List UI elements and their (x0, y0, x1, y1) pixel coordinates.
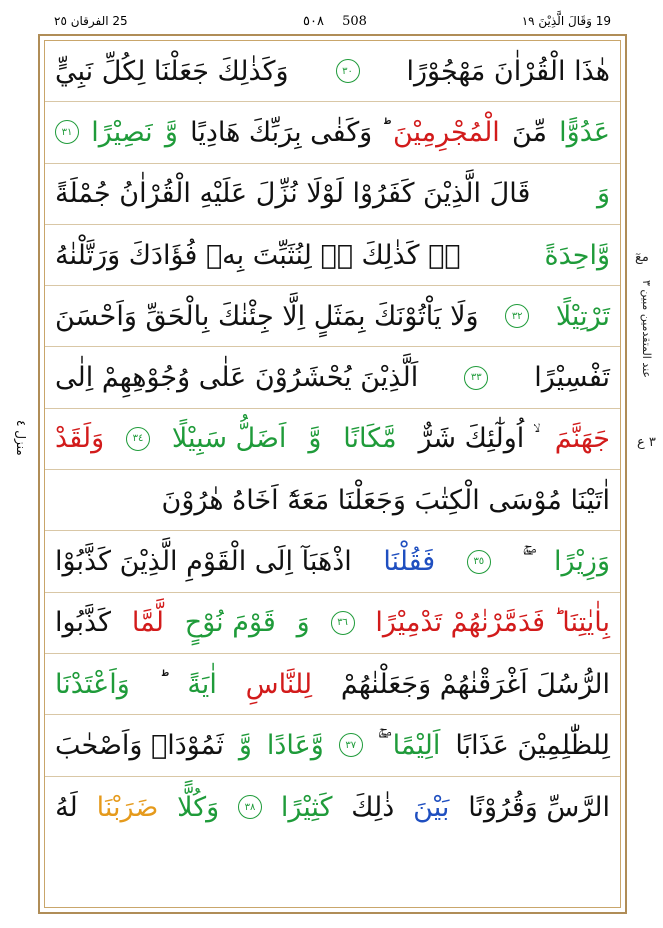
text-line (45, 654, 620, 715)
text-segment: تَفْسِيْرًا (534, 362, 610, 394)
juz-name: 19 وَقَالَ الَّذِيْنَ ١٩ (521, 14, 611, 28)
text-line (45, 777, 620, 838)
ayah-number-marker: ٣٣ (464, 366, 488, 390)
text-segment: وَاَعْتَدْنَا (55, 668, 130, 700)
text-line (45, 593, 620, 654)
text-segment: هٰذَا الْقُرْاٰنَ مَهْجُوْرًا (406, 55, 610, 87)
text-segment: بِاٰيٰتِنَا ؕ فَدَمَّرْنٰهُمْ تَدْمِيْرًا (375, 607, 610, 639)
text-segment: وَّعَادًا (266, 729, 324, 761)
text-segment: اذْهَبَآ اِلَى الْقَوْمِ الَّذِيْنَ كَذَّبُوْا (55, 546, 352, 578)
text-segment: لِلظّٰلِمِيْنَ عَذَابًا (455, 729, 610, 761)
ayah-number-marker: ٣١ (55, 120, 79, 144)
text-segment: اَلِيْمًا (392, 729, 441, 761)
left-margin-notes (8, 420, 34, 500)
page-number (275, 14, 395, 29)
text-segment: وَّ (164, 116, 178, 148)
text-segment: وَلَقَدْ (55, 423, 105, 455)
text-segment: مَّكَانًا (343, 423, 397, 455)
text-segment: مِّنَ (511, 116, 547, 148)
ayah-number-marker: ٣٠ (336, 59, 360, 83)
text-segment: ۚۛ كَذٰلِكَ ۚۛ لِنُثَبِّتَ بِهٖ فُؤَادَكَ وَرَتَّلْنٰهُ (55, 239, 461, 271)
ayah-number-marker: ٣٥ (467, 550, 491, 574)
surah-name: 25 الفرقان ٢٥ (54, 14, 128, 28)
text-segment: لَهُ (55, 791, 78, 823)
text-segment: كَذَّبُوا (55, 607, 112, 639)
text-segment: وَ (596, 178, 610, 210)
text-segment: جَهَنَّمَ (554, 423, 610, 455)
text-line (45, 470, 620, 531)
text-segment: اٰيَةً (187, 668, 217, 700)
text-segment: ضَرَبْنَا (96, 791, 159, 823)
text-segment: لَّمَّا (131, 607, 164, 639)
text-line (45, 409, 620, 470)
text-segment: اٰتَيْنَا مُوْسَى الْكِتٰبَ وَجَعَلْنَا مَعَهٗٓ اَخَاهُ هٰرُوْنَ (161, 484, 610, 516)
text-segment: ذٰلِكَ (351, 791, 395, 823)
text-segment: وَّ (308, 423, 322, 455)
ruku-marker: معٓ (635, 250, 649, 265)
manzil-marker: منزل ٤ (14, 420, 28, 456)
text-segment: وَكُلًّا (177, 791, 220, 823)
page-number-latin: 508 (342, 14, 367, 29)
margin-note: عند المتقدمین مبین ٣ (640, 280, 653, 378)
text-line (45, 225, 620, 286)
text-segment: الْمُجْرِمِيْنَ (392, 116, 500, 148)
ayah-number-marker: ٣٨ (238, 795, 262, 819)
text-segment: وَكَذٰلِكَ جَعَلْنَا لِكُلِّ نَبِيٍّ (55, 55, 289, 87)
text-segment: الرَّسِّ وَقُرُوْنًا (468, 791, 610, 823)
text-segment: تَرْتِيْلًا (555, 300, 610, 332)
ayah-number-marker: ٣٢ (505, 304, 529, 328)
text-line (45, 41, 620, 102)
text-segment: ثَمُوْدَا۠ وَاَصْحٰبَ (55, 729, 224, 761)
text-segment: فَقُلْنَا (383, 546, 436, 578)
text-segment: اَضَلُّ سَبِيْلًا (171, 423, 287, 455)
text-segment: الرُّسُلَ اَغْرَقْنٰهُمْ وَجَعَلْنٰهُمْ (340, 668, 610, 700)
text-segment: عَدُوًّا (559, 116, 610, 148)
ayah-number-marker: ٣٤ (126, 427, 150, 451)
text-segment: نَصِيْرًا (91, 116, 153, 148)
text-line (45, 164, 620, 225)
text-segment: بَيْنَ (413, 791, 450, 823)
text-segment: ۙ اُولٰٓئِكَ شَرٌّ (418, 422, 533, 454)
text-segment: ؕ وَكَفٰى بِرَبِّكَ هَادِيًا (190, 116, 381, 148)
text-segment: اَلَّذِيْنَ يُحْشَرُوْنَ عَلٰى وُجُوْهِهِمْ اِلٰى (55, 362, 419, 394)
text-segment: وَ (296, 607, 310, 639)
text-line (45, 347, 620, 408)
text-segment: لِلنَّاسِ (245, 668, 313, 700)
page-number-arabic: ٥٠٨ (303, 14, 324, 29)
text-line (45, 715, 620, 776)
text-segment: وَّ (238, 729, 252, 761)
text-segment: وَّاحِدَةً (544, 239, 610, 271)
text-segment: قَالَ الَّذِيْنَ كَفَرُوْا لَوْلَا نُزِّلَ عَلَيْهِ الْقُرْاٰنُ جُمْلَةً (55, 178, 531, 210)
ayah-number-marker: ٣٦ (331, 611, 355, 635)
text-segment: وَزِيْرًا (554, 546, 610, 578)
text-line (45, 531, 620, 592)
text-line (45, 102, 620, 163)
text-segment: وَلَا يَاْتُوْنَكَ بِمَثَلٍ اِلَّا جِئْنٰكَ بِالْحَقِّ وَاَحْسَنَ (55, 300, 479, 332)
text-segment: قَوْمَ نُوْحٍ (184, 607, 276, 639)
quran-text-block (45, 41, 620, 838)
ayah-number-marker: ٣٧ (339, 733, 363, 757)
right-margin-notes (631, 240, 657, 500)
text-line (45, 286, 620, 347)
ruku-count: ٣ ع (637, 435, 656, 450)
text-segment: كَثِيْرًا (280, 791, 333, 823)
page-header (40, 12, 625, 32)
